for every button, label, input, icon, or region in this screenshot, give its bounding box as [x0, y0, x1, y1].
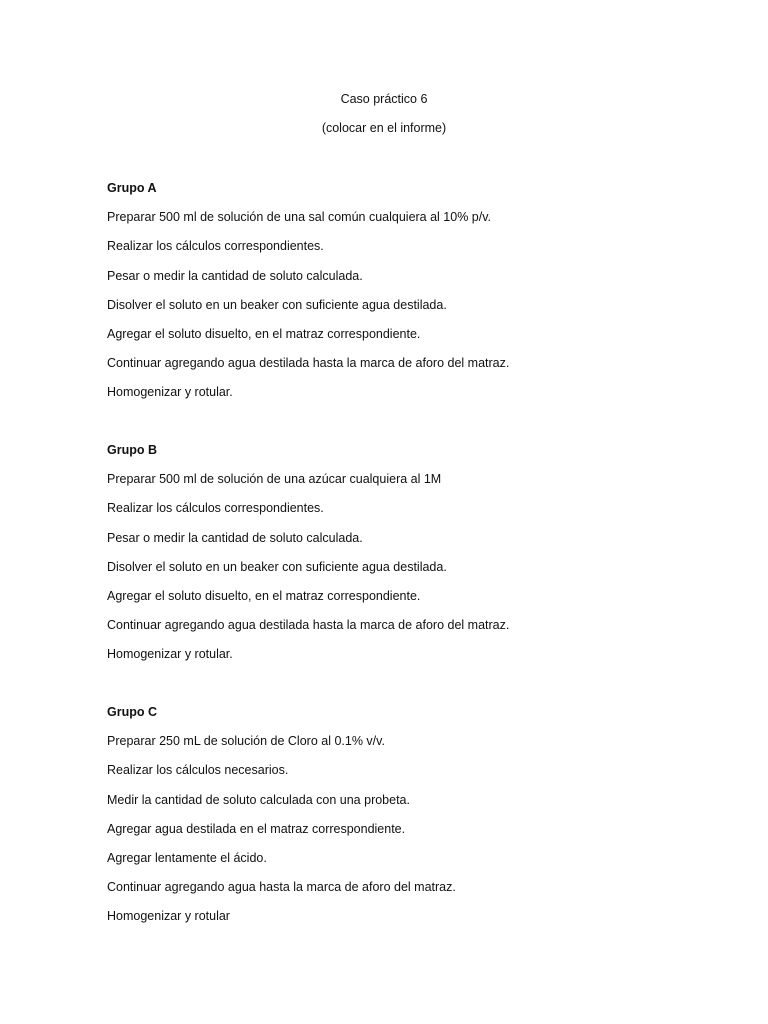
section-grupo-b [107, 441, 707, 675]
instruction-line: Preparar 500 ml de solución de una sal común cualquiera al 10% p/v. [107, 210, 492, 225]
instruction-line: Disolver el soluto en un beaker con suficiente agua destilada. [107, 559, 447, 574]
instruction-line: Pesar o medir la cantidad de soluto calculada. [107, 530, 363, 545]
document-title: Caso práctico 6 [340, 92, 428, 106]
instruction-line: Preparar 250 mL de solución de Cloro al 0.1% v/v. [107, 734, 385, 749]
instruction-line: Homogenizar y rotular. [107, 647, 233, 662]
instruction-line: Preparar 500 ml de solución de una azúcar cualquiera al 1M [107, 472, 442, 487]
section-heading: Grupo B [107, 443, 157, 457]
instruction-line: Agregar el soluto disuelto, en el matraz correspondiente. [107, 588, 421, 603]
instruction-line: Agregar agua destilada en el matraz correspondiente. [107, 821, 406, 836]
instruction-line: Disolver el soluto en un beaker con suficiente agua destilada. [107, 297, 447, 312]
document-subtitle: (colocar en el informe) [321, 121, 447, 135]
instruction-line: Agregar lentamente el ácido. [107, 850, 267, 865]
instruction-line: Pesar o medir la cantidad de soluto calculada. [107, 268, 363, 283]
section-heading: Grupo C [107, 705, 157, 719]
instruction-line: Realizar los cálculos necesarios. [107, 763, 289, 778]
instruction-line: Continuar agregando agua hasta la marca de aforo del matraz. [107, 880, 456, 895]
instruction-line: Continuar agregando agua destilada hasta la marca de aforo del matraz. [107, 356, 510, 371]
instruction-line: Continuar agregando agua destilada hasta la marca de aforo del matraz. [107, 618, 510, 633]
instruction-list [107, 208, 707, 412]
instruction-line: Homogenizar y rotular [107, 909, 230, 924]
section-grupo-c [107, 703, 707, 937]
instruction-line: Realizar los cálculos correspondientes. [107, 239, 324, 254]
section-heading: Grupo A [107, 181, 157, 195]
section-grupo-a [107, 179, 707, 413]
instruction-line: Homogenizar y rotular. [107, 385, 233, 400]
instruction-list [107, 470, 707, 674]
instruction-line: Medir la cantidad de soluto calculada con una probeta. [107, 792, 410, 807]
instruction-line: Realizar los cálculos correspondientes. [107, 501, 324, 516]
instruction-list [107, 732, 707, 936]
instruction-line: Agregar el soluto disuelto, en el matraz correspondiente. [107, 326, 421, 341]
